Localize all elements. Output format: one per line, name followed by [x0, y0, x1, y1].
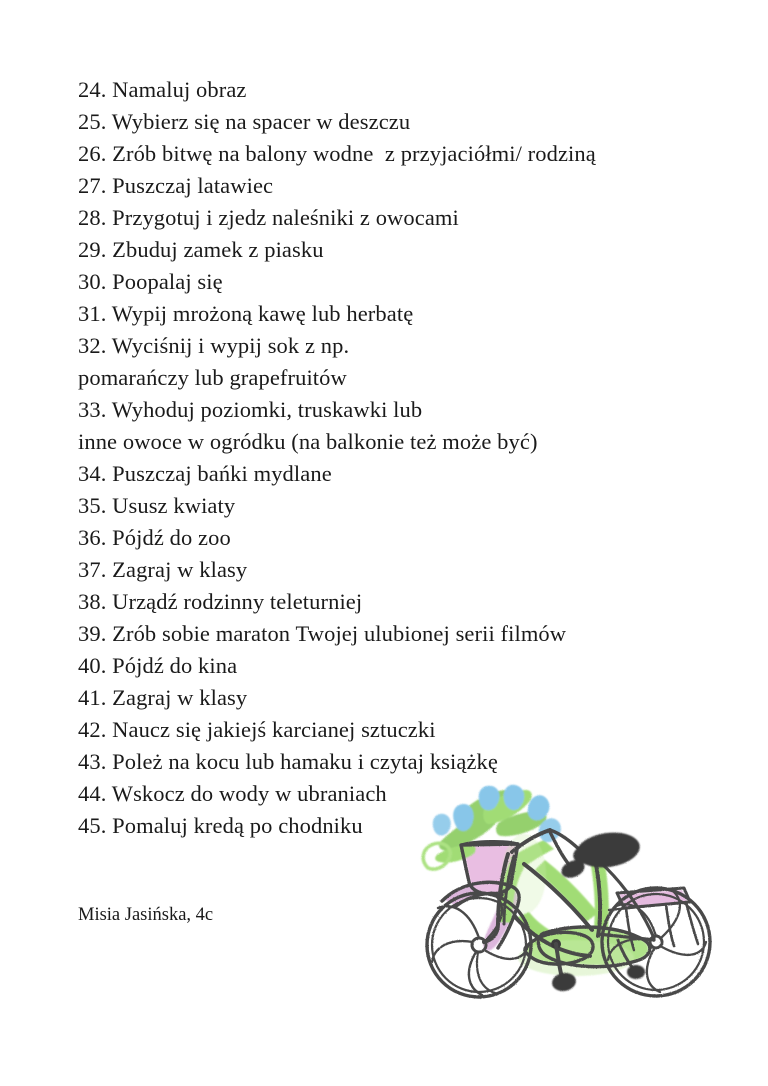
list-item: 34. Puszczaj bańki mydlane — [78, 461, 332, 486]
list-item-continuation: pomarańczy lub grapefruitów — [78, 365, 347, 390]
list-item: 31. Wypij mrożoną kawę lub herbatę — [78, 301, 414, 326]
list-item-continuation: inne owoce w ogródku (na balkonie też może być) — [78, 429, 538, 454]
list-item: 42. Naucz się jakiejś karcianej sztuczki — [78, 717, 436, 742]
list-item: 37. Zagraj w klasy — [78, 557, 248, 582]
list-item: 30. Poopalaj się — [78, 269, 223, 294]
list-item: 28. Przygotuj i zjedz naleśniki z owocami — [78, 205, 459, 230]
list-item: 26. Zrób bitwę na balony wodne z przyjaciółmi/ rodziną — [78, 141, 596, 166]
list-item: 45. Pomaluj kredą po chodniku — [78, 813, 363, 838]
list-item: 36. Pójdź do zoo — [78, 525, 231, 550]
list-item: 25. Wybierz się na spacer w deszczu — [78, 109, 411, 134]
author-signature: Misia Jasińska, 4c — [78, 905, 214, 925]
list-item: 35. Ususz kwiaty — [78, 493, 236, 518]
list-item: 27. Puszczaj latawiec — [78, 173, 274, 198]
list-item: 44. Wskocz do wody w ubraniach — [78, 781, 387, 806]
bicycle-illustration — [404, 782, 734, 1018]
list-item: 41. Zagraj w klasy — [78, 685, 248, 710]
list-item: 39. Zrób sobie maraton Twojej ulubionej serii filmów — [78, 621, 567, 646]
list-item: 33. Wyhoduj poziomki, truskawki lub — [78, 397, 423, 422]
list-item: 24. Namaluj obraz — [78, 77, 247, 102]
list-item: 43. Poleż na kocu lub hamaku i czytaj książkę — [78, 749, 498, 774]
list-item: 29. Zbuduj zamek z piasku — [78, 237, 324, 262]
list-item: 38. Urządź rodzinny teleturniej — [78, 589, 363, 614]
list-item: 40. Pójdź do kina — [78, 653, 238, 678]
list-item: 32. Wyciśnij i wypij sok z np. — [78, 333, 350, 358]
activity-list — [78, 74, 698, 842]
